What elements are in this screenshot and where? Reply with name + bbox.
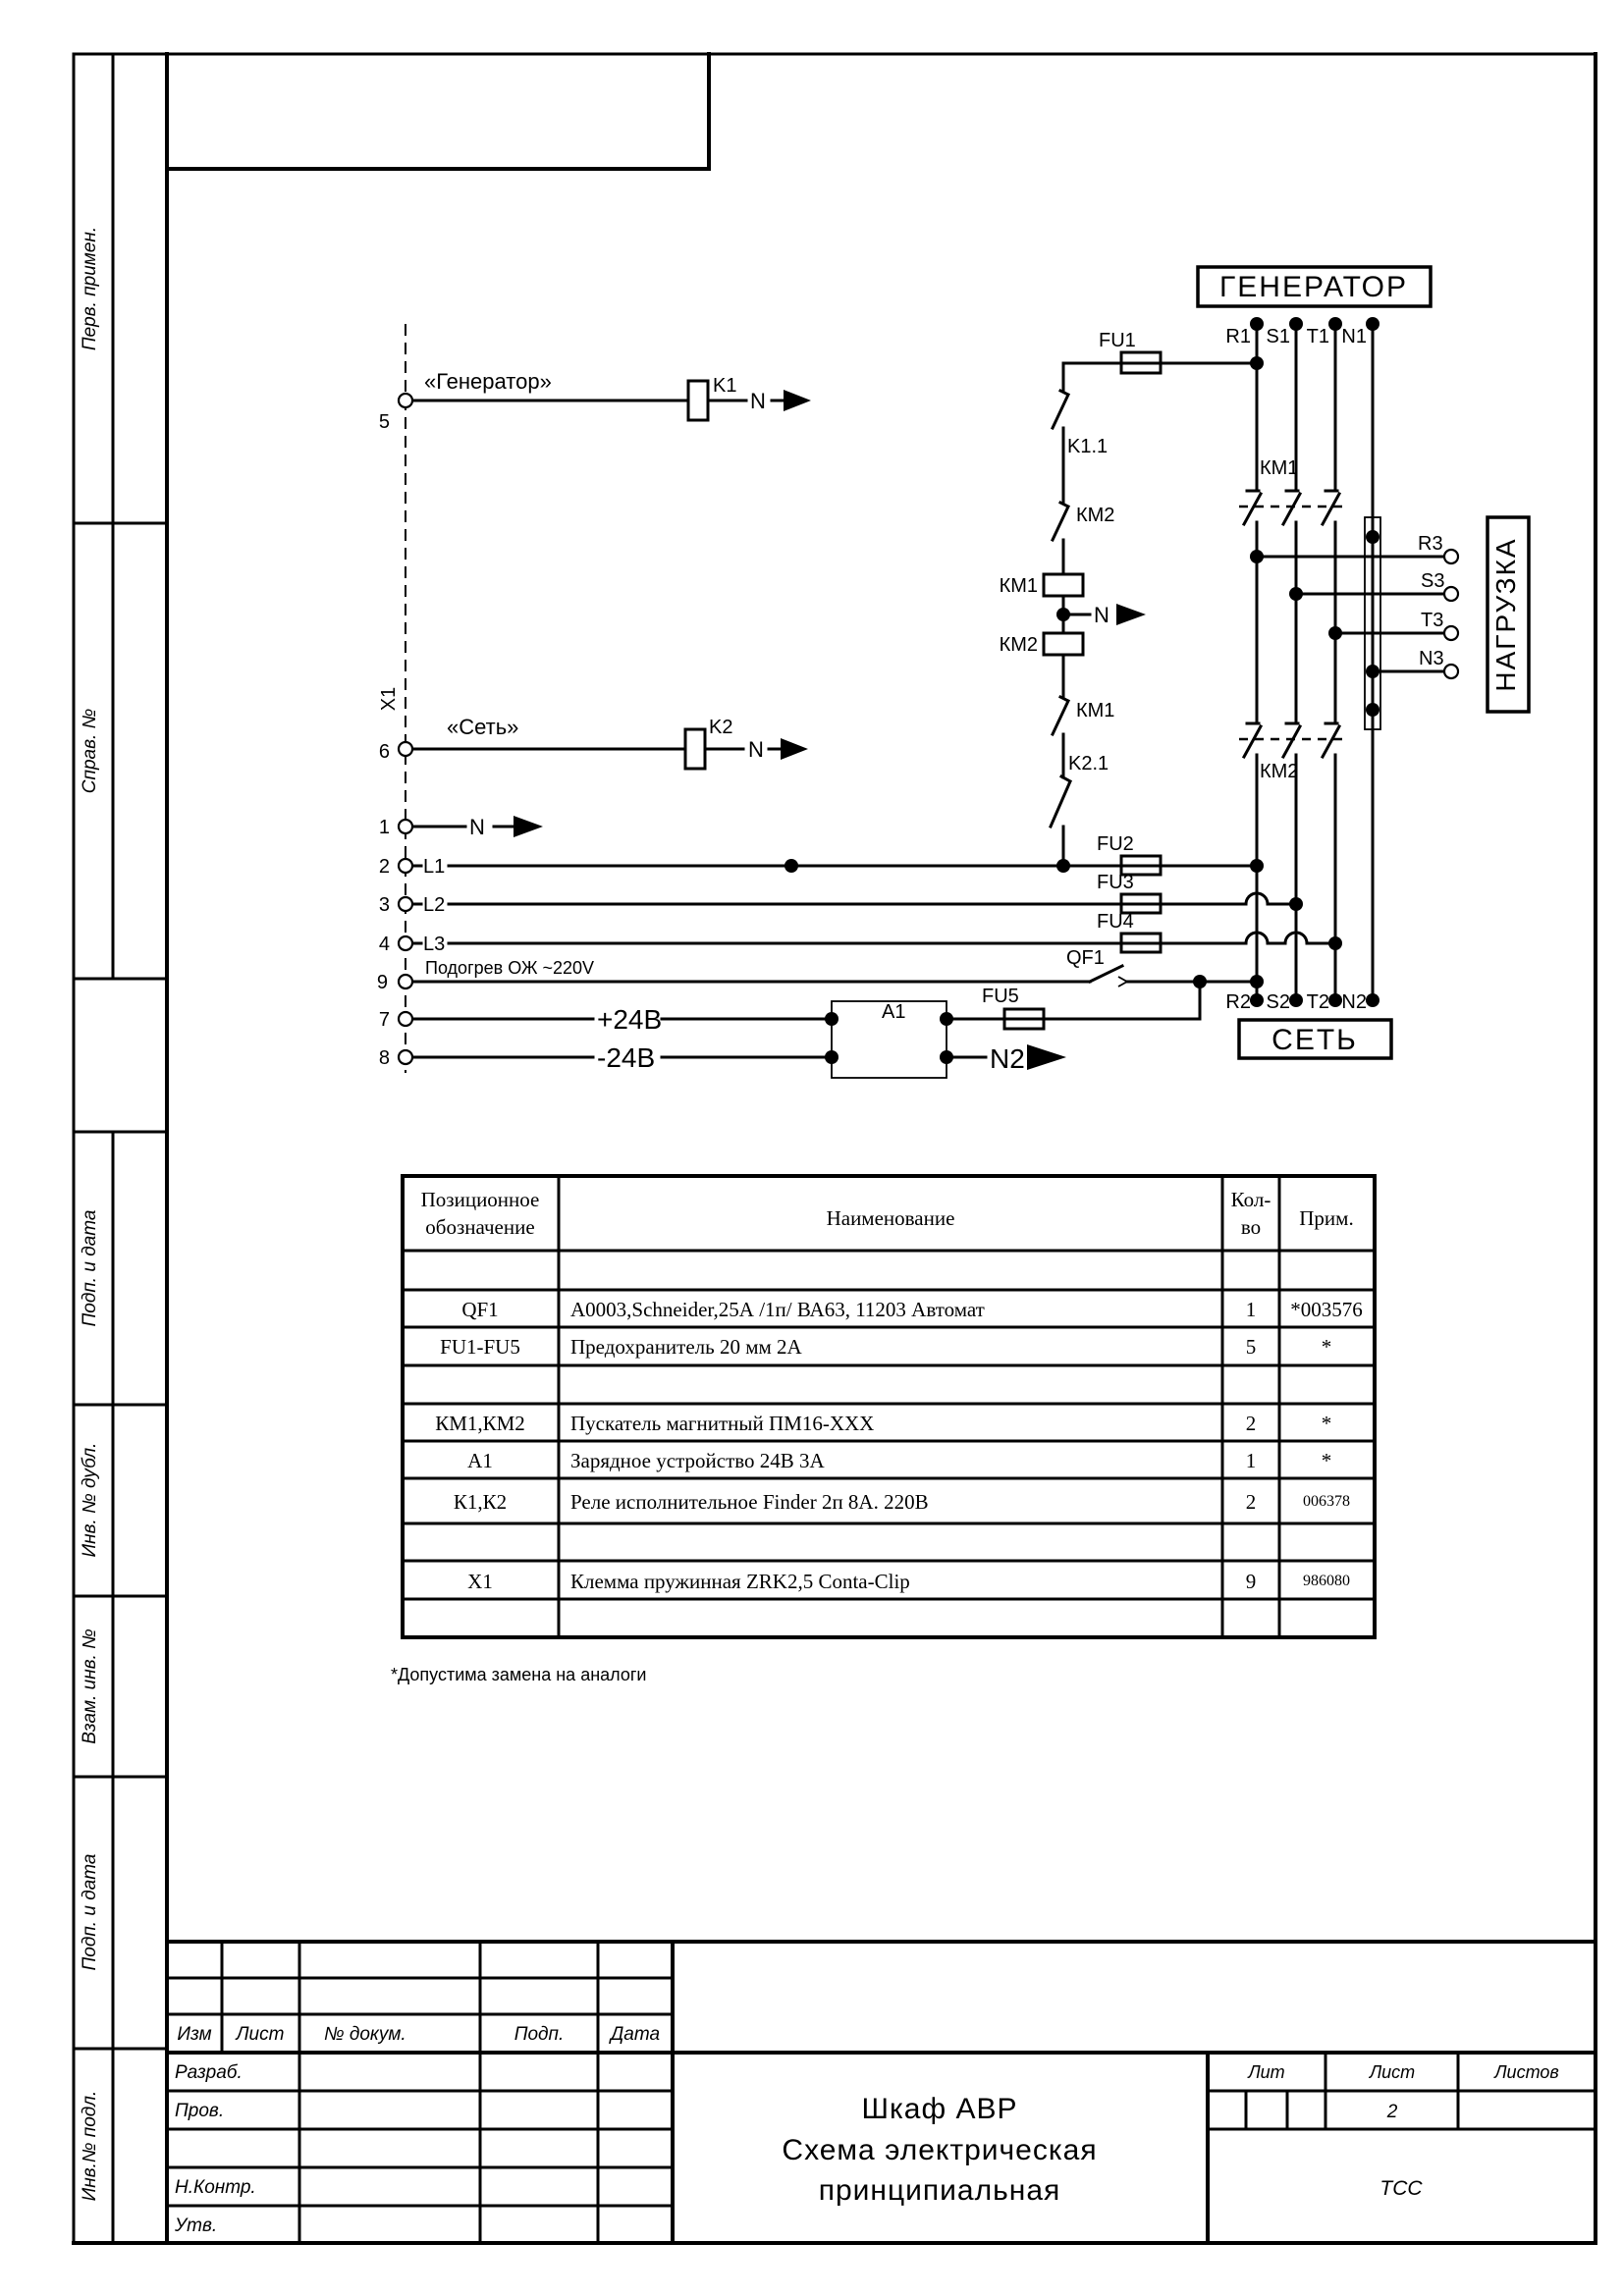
table-cell: 2 [1245, 1490, 1257, 1514]
arrow-right-icon [1027, 1044, 1066, 1070]
sidebar-label: Инв.№ подл. [80, 2090, 100, 2202]
junction-dot [1289, 587, 1303, 601]
rev-header-doc: № докум. [324, 2024, 406, 2045]
n2-bus-label: N2 [1341, 991, 1367, 1013]
generator-signal-label: «Генератор» [424, 369, 552, 394]
sheet-number: 2 [1386, 2102, 1398, 2122]
r2-label: R2 [1225, 991, 1251, 1013]
table-row [467, 1449, 1331, 1472]
role-nkontr: Н.Контр. [175, 2177, 256, 2198]
frame-sidebar [74, 54, 167, 2243]
l2-label: L2 [423, 894, 446, 916]
terminal-number: 7 [378, 1009, 390, 1031]
rev-header-podp: Подп. [514, 2024, 565, 2045]
arrow-right-icon [1116, 604, 1146, 625]
role-prov: Пров. [175, 2101, 225, 2121]
table-cell: * [1321, 1335, 1332, 1359]
net-box-label: СЕТЬ [1271, 1024, 1358, 1056]
terminal-number: 3 [378, 894, 390, 916]
fu3-label: FU3 [1097, 872, 1134, 893]
contact-km1-aux [1053, 697, 1068, 734]
table-row [440, 1335, 1331, 1359]
l1-label: L1 [423, 856, 446, 878]
table-header-qty: во [1240, 1215, 1262, 1239]
table-cell: Х1 [467, 1570, 493, 1593]
k1-label: K1 [713, 375, 737, 397]
contact-k21 [1051, 776, 1070, 827]
fu1-label: FU1 [1099, 330, 1136, 351]
table-row [454, 1490, 1350, 1514]
terminal-number: 2 [378, 856, 390, 878]
top-stamp-box [167, 54, 709, 169]
table-cell: 1 [1245, 1449, 1257, 1472]
table-cell: QF1 [461, 1298, 499, 1321]
heater-label: Подогрев ОЖ ~220V [425, 958, 594, 978]
junction-dot [1366, 703, 1380, 717]
load-terminal [1444, 626, 1458, 640]
arrow-right-icon [784, 390, 811, 411]
terminal-number: 6 [378, 741, 390, 763]
k11-label: K1.1 [1067, 436, 1109, 457]
table-cell: Предохранитель 20 мм 2А [570, 1335, 802, 1359]
generator-box-label: ГЕНЕРАТОР [1219, 271, 1408, 303]
relay-coil-k2 [685, 729, 705, 769]
r1-label: R1 [1225, 326, 1251, 347]
l3-label: L3 [423, 934, 446, 955]
table-cell: A0003,Schneider,25А /1п/ ВА63, 11203 Автомат [570, 1298, 985, 1321]
terminal-2 [399, 859, 412, 873]
km2-aux-label: КМ2 [1076, 505, 1115, 526]
km2-coil-label: КМ2 [999, 634, 1038, 656]
control-chain [1000, 363, 1146, 866]
wire-l1 [413, 833, 1264, 878]
rev-header-list: Лист [236, 2024, 285, 2045]
table-cell: К1,К2 [453, 1490, 508, 1514]
km2-main-label: КМ2 [1260, 761, 1299, 782]
terminal-9 [399, 975, 412, 988]
k2-label: K2 [709, 717, 733, 738]
fu5-label: FU5 [982, 986, 1019, 1007]
load-box-label: НАГРУЗКА [1490, 537, 1521, 692]
t3-label: T3 [1421, 610, 1444, 631]
connector-x1 [377, 324, 412, 1073]
table-cell: * [1321, 1449, 1332, 1472]
km1-coil-label: КМ1 [999, 575, 1038, 597]
table-header-note: Прим. [1299, 1206, 1354, 1230]
terminal-number: 4 [378, 934, 390, 955]
arrow-right-icon [781, 738, 808, 760]
table-footnote: *Допустима замена на аналоги [391, 1665, 647, 1684]
connector-x1-label: X1 [378, 686, 400, 712]
wire-minus24 [413, 1042, 839, 1073]
table-cell: Реле исполнительное Finder 2п 8А. 220В [570, 1490, 929, 1514]
table-header-pos: Позиционное [420, 1188, 540, 1211]
document-title: Шкаф АВР [861, 2093, 1018, 2125]
table-header-qty: Кол- [1230, 1188, 1271, 1211]
sidebar-label: Взам. инв. № [80, 1629, 100, 1744]
relay-coil-k1 [688, 381, 708, 420]
table-cell: 2 [1245, 1412, 1257, 1435]
contactor-coil-km1 [1044, 574, 1083, 596]
km1-aux-label: КМ1 [1076, 700, 1115, 721]
table-row [435, 1412, 1331, 1435]
rev-header-izm: Изм [177, 2024, 212, 2045]
t2-label: T2 [1306, 991, 1329, 1013]
table-row [467, 1570, 1350, 1593]
s3-label: S3 [1421, 570, 1445, 592]
list-header: Лист [1369, 2062, 1416, 2082]
terminal-number: 1 [378, 817, 390, 838]
terminal-1 [399, 820, 412, 833]
table-header-name: Наименование [826, 1206, 955, 1230]
table-header-pos: обозначение [425, 1215, 535, 1239]
junction-dot [1328, 626, 1342, 640]
wire-net-signal [413, 715, 808, 769]
n-label: N [469, 815, 485, 839]
wire-l2 [413, 872, 1303, 916]
table-cell: Зарядное устройство 24В 3А [570, 1449, 825, 1472]
table-cell: *003576 [1290, 1298, 1363, 1321]
qf1-label: QF1 [1066, 947, 1105, 969]
terminal-3 [399, 897, 412, 911]
plus24-label: +24В [597, 1004, 663, 1035]
a1-label: А1 [882, 1001, 906, 1023]
load-terminal [1444, 550, 1458, 563]
contact-k11 [1053, 391, 1068, 428]
terminal-number: 9 [376, 972, 388, 993]
charger-a1 [832, 982, 1200, 1078]
listov-header: Листов [1494, 2062, 1559, 2082]
n3-label: N3 [1419, 648, 1444, 669]
minus24-label: -24В [597, 1042, 656, 1073]
table-cell: * [1321, 1412, 1332, 1435]
document-title: принципиальная [818, 2174, 1061, 2207]
terminal-4 [399, 936, 412, 950]
net-bus [1225, 991, 1391, 1058]
sidebar-label: Подп. и дата [80, 1209, 100, 1327]
s1-label: S1 [1266, 326, 1290, 347]
lit-header: Лит [1248, 2062, 1285, 2082]
junction-dot [1366, 530, 1380, 544]
junction-dot [1250, 550, 1264, 563]
table-cell: Пускатель магнитный ПМ16-ХХХ [570, 1412, 875, 1435]
table-cell: 986080 [1303, 1573, 1350, 1589]
terminal-7 [399, 1012, 412, 1026]
document-title: Схема электрическая [782, 2134, 1098, 2166]
load-outputs [1250, 517, 1529, 729]
table-cell: 006378 [1303, 1493, 1350, 1510]
fu2-label: FU2 [1097, 833, 1134, 855]
table-cell: Клемма пружинная ZRK2,5 Conta-Clip [570, 1570, 910, 1593]
sidebar-label: Справ. № [80, 708, 100, 794]
table-cell: КМ1,КМ2 [435, 1412, 525, 1435]
load-terminal [1444, 665, 1458, 678]
n-label: N [748, 737, 764, 762]
organization: ТСС [1380, 2177, 1423, 2200]
load-terminal [1444, 587, 1458, 601]
rev-header-data: Дата [610, 2024, 661, 2045]
wire-generator-signal [413, 369, 811, 420]
table-cell: 9 [1245, 1570, 1257, 1593]
junction-dot [784, 859, 798, 873]
contactor-coil-km2 [1044, 633, 1083, 655]
terminal-number: 5 [378, 411, 390, 433]
n-label: N [750, 389, 766, 413]
table-cell: 5 [1245, 1335, 1257, 1359]
table-cell: 1 [1245, 1298, 1257, 1321]
terminal-8 [399, 1050, 412, 1064]
fu4-label: FU4 [1097, 911, 1134, 933]
n2-label: N2 [990, 1043, 1025, 1074]
parts-table [391, 1176, 1375, 1684]
wire-l3 [413, 911, 1342, 955]
sidebar-label: Перв. примен. [80, 226, 100, 351]
km1-main-label: КМ1 [1260, 457, 1299, 479]
n-label: N [1094, 603, 1109, 627]
table-cell: А1 [467, 1449, 493, 1472]
s2-label: S2 [1266, 991, 1290, 1013]
wire-plus24 [413, 1004, 839, 1035]
role-utv: Утв. [175, 2216, 218, 2236]
title-block [167, 1942, 1596, 2243]
k21-label: K2.1 [1068, 753, 1109, 774]
table-cell: FU1-FU5 [440, 1335, 520, 1359]
terminal-6 [399, 742, 412, 756]
role-razrab: Разраб. [175, 2062, 243, 2083]
terminal-number: 8 [378, 1047, 390, 1069]
terminal-5 [399, 394, 412, 407]
wire-n [413, 815, 543, 839]
sidebar-label: Инв. № дубл. [80, 1442, 100, 1558]
sidebar-label: Подп. и дата [80, 1853, 100, 1971]
r3-label: R3 [1418, 533, 1443, 555]
table-row [461, 1298, 1362, 1321]
t1-label: T1 [1306, 326, 1329, 347]
junction-dot [1366, 665, 1380, 678]
net-signal-label: «Сеть» [447, 715, 519, 739]
n1-label: N1 [1341, 326, 1367, 347]
drawing-frame [74, 54, 1596, 2243]
arrow-right-icon [514, 816, 543, 837]
contact-km2-aux [1053, 503, 1068, 540]
